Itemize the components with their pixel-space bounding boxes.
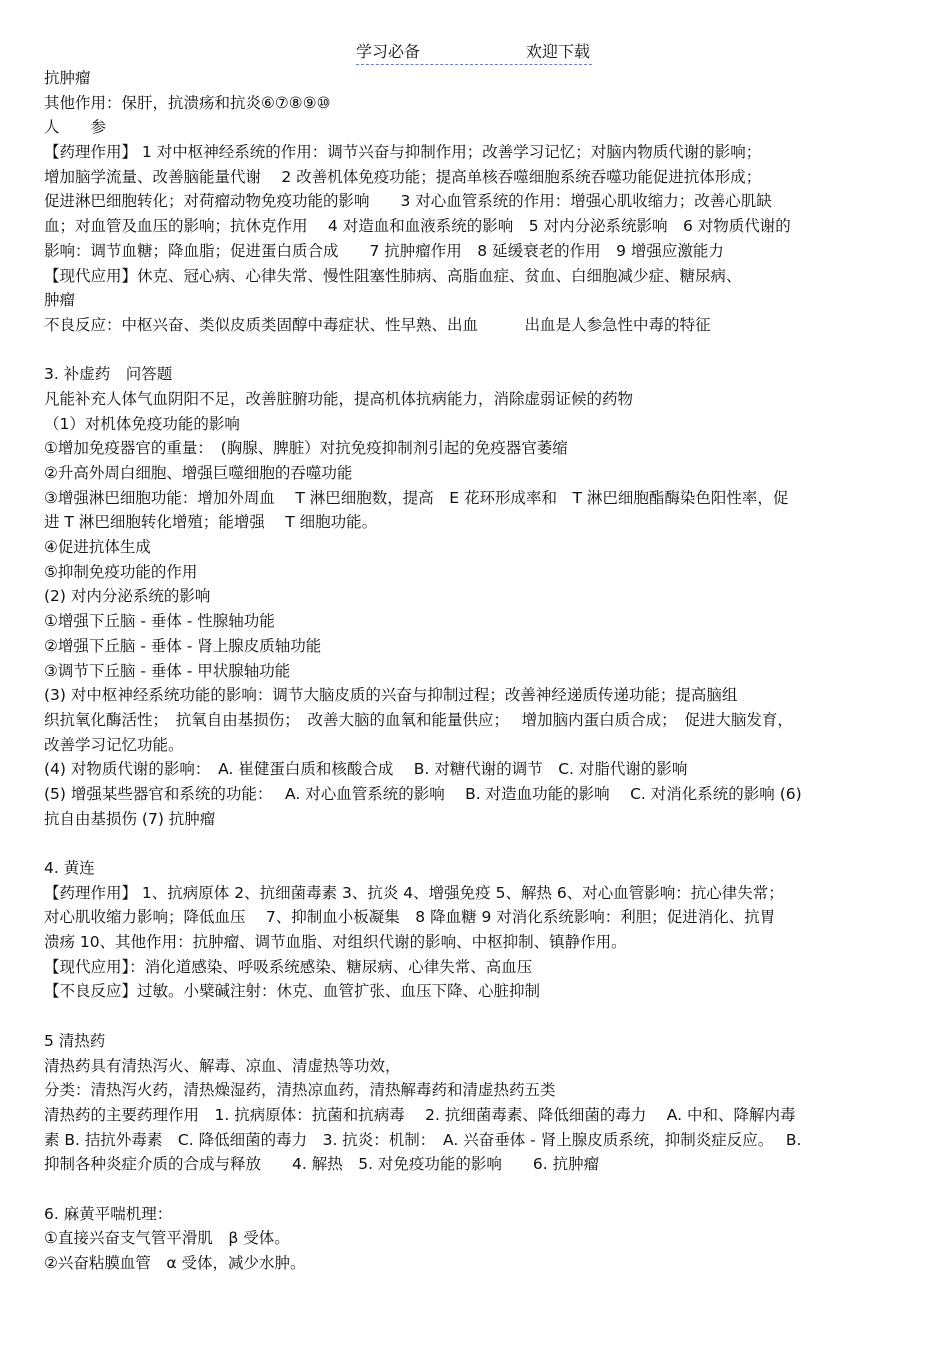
text-line: 【药理作用】 1 对中枢神经系统的作用：调节兴奋与抑制作用；改善学习记忆；对脑内物质代谢的影响； — [44, 143, 762, 162]
text-line: ①增加免疫器官的重量： (胸腺、脾脏）对抗免疫抑制剂引起的免疫器官萎缩 — [44, 439, 568, 458]
text-line: 6. 麻黄平喘机理： — [44, 1204, 173, 1223]
text-line: 其他作用：保肝，抗溃疡和抗炎⑥⑦⑧⑨⑩ — [44, 93, 331, 112]
text-line: 清热药的主要药理作用 1. 抗病原体：抗菌和抗病毒 2. 抗细菌毒素、降低细菌的毒力 A. 中和、降解内毒 — [44, 1105, 796, 1124]
text-line: 凡能补充人体气血阴阳不足，改善脏腑功能，提高机体抗病能力，消除虚弱证候的药物 — [44, 389, 634, 408]
text-line: 清热药具有清热泻火、解毒、凉血、清虚热等功效， — [44, 1056, 401, 1075]
text-line: 织抗氧化酶活性； 抗氧自由基损伤； 改善大脑的血氧和能量供应； 增加脑内蛋白质合成； 促进大脑发育， — [44, 710, 793, 729]
text-line: 【药理作用】 1、抗病原体 2、抗细菌毒素 3、抗炎 4、增强免疫 5、解热 6、对心血管影响：抗心律失常； — [44, 883, 784, 902]
text-line: 对心肌收缩力影响；降低血压 7、抑制血小板凝集 8 降血糖 9 对消化系统影响：利胆；促进消化、抗胃 — [44, 908, 776, 927]
text-line: 分类：清热泻火药，清热燥湿药，清热凉血药，清热解毒药和清虚热药五类 — [44, 1081, 556, 1100]
text-line: ②升高外周白细胞、增强巨噬细胞的吞噬功能 — [44, 464, 353, 482]
text-line: ④促进抗体生成 — [44, 538, 151, 557]
text-line: (3) 对中枢神经系统功能的影响：调节大脑皮质的兴奋与抑制过程；改善神经递质传递功能；提高脑组 — [44, 686, 738, 705]
blank-line — [44, 831, 910, 856]
text-line: 影响：调节血糖；降血脂；促进蛋白质合成 7 抗肿瘤作用 8 延缓衰老的作用 9 增强应激能力 — [44, 241, 724, 260]
text-line: ①增强下丘脑 - 垂体 - 性腺轴功能 — [44, 612, 275, 631]
text-line: ⑤抑制免疫功能的作用 — [44, 562, 198, 581]
header-left-text: 学习必备 — [356, 42, 421, 61]
text-line: 不良反应：中枢兴奋、类似皮质类固醇中毒症状、性早熟、出血 出血是人参急性中毒的特征 — [44, 315, 711, 334]
text-line: 促进淋巴细胞转化；对荷瘤动物免疫功能的影响 3 对心血管系统的作用：增强心肌收缩力；改善心肌缺 — [44, 192, 772, 211]
text-line: (4) 对物质代谢的影响： A. 崔健蛋白质和核酸合成 B. 对糖代谢的调节 C. 对脂代谢的影响 — [44, 760, 688, 779]
text-line: 【现代应用】：消化道感染、呼吸系统感染、糖尿病、心律失常、高血压 — [44, 957, 533, 976]
text-line: 改善学习记忆功能。 — [44, 735, 184, 754]
text-line: 【不良反应】过敏。小檗碱注射：休克、血管扩张、血压下降、心脏抑制 — [44, 982, 541, 1001]
blank-line — [44, 1177, 910, 1202]
text-line: (2) 对内分泌系统的影响 — [44, 587, 211, 606]
document-body — [44, 66, 910, 1276]
text-line: 【现代应用】休克、冠心病、心律失常、慢性阻塞性肺病、高脂血症、贫血、白细胞减少症、糖尿病、 — [44, 266, 742, 285]
text-line: ③调节下丘脑 - 垂体 - 甲状腺轴功能 — [44, 661, 291, 680]
text-line: 抗肿瘤 — [44, 69, 91, 87]
text-line: 人 参 — [44, 118, 107, 137]
text-line: ①直接兴奋支气管平滑肌 β 受体。 — [44, 1229, 290, 1248]
text-line: 溃疡 10、其他作用：抗肿瘤、调节血脂、对组织代谢的影响、中枢抑制、镇静作用。 — [44, 933, 627, 952]
text-line: 3. 补虚药 问答题 — [44, 365, 173, 384]
blank-line — [44, 1004, 910, 1029]
text-line: (5) 增强某些器官和系统的功能： A. 对心血管系统的影响 B. 对造血功能的影响 C. 对消化系统的影响 (6) — [44, 784, 802, 803]
text-line: 4. 黄连 — [44, 859, 95, 877]
text-line: ③增强淋巴细胞功能：增加外周血 T 淋巴细胞数，提高 E 花环形成率和 T 淋巴细胞酯酶染色阳性率，促 — [44, 488, 789, 507]
page-header — [356, 42, 592, 65]
text-line: 肿瘤 — [44, 291, 76, 310]
text-line: 素 B. 拮抗外毒素 C. 降低细菌的毒力 3. 抗炎：机制： A. 兴奋垂体 - 肾上腺皮质系统，抑制炎症反应。 B. — [44, 1130, 802, 1149]
header-right-text: 欢迎下载 — [525, 42, 590, 61]
text-line: ②增强下丘脑 - 垂体 - 肾上腺皮质轴功能 — [44, 636, 322, 655]
text-line: 增加脑学流量、改善脑能量代谢 2 改善机体免疫功能；提高单核吞噬细胞系统吞噬功能促进抗体形成； — [44, 167, 762, 186]
blank-line — [44, 338, 910, 363]
text-line: 进 T 淋巴细胞转化增殖；能增强 T 细胞功能。 — [44, 513, 378, 532]
text-line: 抑制各种炎症介质的合成与释放 4. 解热 5. 对免疫功能的影响 6. 抗肿瘤 — [44, 1155, 600, 1174]
text-line: （1）对机体免疫功能的影响 — [44, 414, 240, 433]
text-line: 5 清热药 — [44, 1031, 106, 1050]
text-line: 血；对血管及血压的影响；抗休克作用 4 对造血和血液系统的影响 5 对内分泌系统影响 6 对物质代谢的 — [44, 217, 791, 236]
text-line: 抗自由基损伤 (7) 抗肿瘤 — [44, 809, 216, 828]
text-line: ②兴奋粘膜血管 α 受体，减少水肿。 — [44, 1254, 306, 1272]
